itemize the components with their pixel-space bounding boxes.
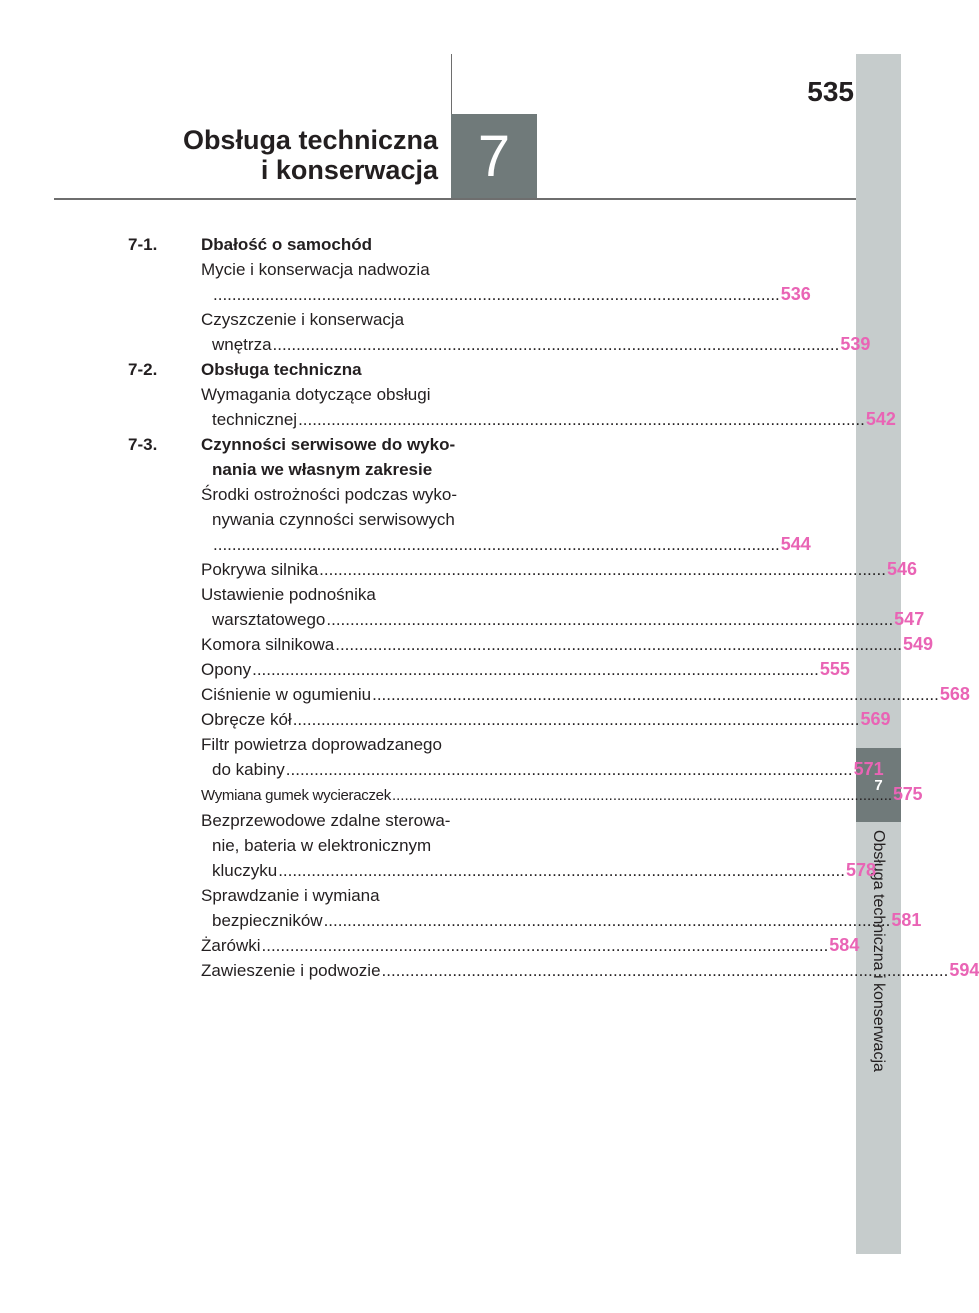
dot-leader xyxy=(286,760,853,779)
toc-entry-leader-text: Ciśnienie w ogumieniu xyxy=(201,685,372,704)
toc-entry[interactable] xyxy=(201,883,922,933)
chapter-title-line-2: i konserwacja xyxy=(260,155,438,185)
toc-entry-line: Sprawdzanie i wymiana xyxy=(201,886,380,905)
toc-page-link[interactable]: 571 xyxy=(853,759,884,779)
toc-entry-leader-text: Opony xyxy=(201,660,252,679)
header-divider-vertical xyxy=(451,54,452,114)
toc-section-title-line: Dbałość o samochód xyxy=(201,235,372,254)
header-divider-horizontal xyxy=(54,198,856,200)
toc-entry-leader-text: do kabiny xyxy=(212,760,285,779)
dot-leader xyxy=(392,787,892,804)
toc-entry[interactable] xyxy=(201,557,917,582)
toc-entry-line: Czyszczenie i konserwacja xyxy=(201,310,405,329)
toc-page-link[interactable]: 581 xyxy=(891,910,922,930)
toc-entry[interactable] xyxy=(201,582,925,632)
toc-entry[interactable] xyxy=(201,707,891,732)
page-number: 535 xyxy=(807,76,854,107)
toc-entry[interactable] xyxy=(201,933,860,958)
toc-page-link[interactable]: 555 xyxy=(819,659,850,679)
toc-page-link[interactable]: 549 xyxy=(903,634,934,654)
dot-leader xyxy=(213,285,780,304)
toc-entry-leader-line xyxy=(201,782,923,808)
toc-entry-line: Filtr powietrza doprowadzanego xyxy=(201,735,442,754)
dot-leader xyxy=(372,685,939,704)
dot-leader xyxy=(319,560,886,579)
toc-entry-leader-line xyxy=(201,707,891,732)
toc-entry-leader-text: Żarówki xyxy=(201,936,261,955)
toc-entry-leader-line xyxy=(201,682,970,707)
toc-page-link[interactable]: 594 xyxy=(949,960,979,980)
toc-entry-leader-text: warsztatowego xyxy=(212,610,326,629)
toc-entry-leader-line xyxy=(201,282,811,307)
toc-entry-leader-text: bezpieczników xyxy=(212,911,323,930)
toc-entry-line: Bezprzewodowe zdalne sterowa- xyxy=(201,811,451,830)
toc-entry-leader-text: technicznej xyxy=(212,410,298,429)
toc-page-link[interactable]: 539 xyxy=(840,334,871,354)
toc-entry-leader-text: Wymiana gumek wycieraczek xyxy=(201,787,391,804)
toc-entry[interactable] xyxy=(201,958,979,983)
toc-entry-leader-text: wnętrza xyxy=(212,335,272,354)
toc-page-link[interactable]: 584 xyxy=(829,935,860,955)
toc-page-link[interactable]: 544 xyxy=(780,534,811,554)
toc-section-heading xyxy=(128,432,478,482)
dot-leader xyxy=(252,660,819,679)
toc-entry-line: nie, bateria w elektronicznym xyxy=(212,836,432,855)
toc-section-heading xyxy=(128,232,478,257)
chapter-number-box: 7 xyxy=(451,114,537,198)
dot-leader xyxy=(213,535,780,554)
toc-page-link[interactable]: 578 xyxy=(845,860,877,880)
toc-section-number: 7-3. xyxy=(128,435,158,454)
toc-entry[interactable] xyxy=(201,257,811,307)
toc-entry[interactable] xyxy=(201,682,970,707)
toc-entry-leader-text: Zawieszenie i podwozie xyxy=(201,961,381,980)
toc-page-link[interactable]: 568 xyxy=(939,684,970,704)
dot-leader xyxy=(278,861,845,880)
toc-entry-leader-line xyxy=(201,557,917,582)
toc-entry[interactable] xyxy=(201,657,850,682)
toc-entry[interactable] xyxy=(201,382,896,432)
toc-entry[interactable] xyxy=(201,782,923,808)
toc-entry[interactable] xyxy=(201,482,811,557)
dot-leader xyxy=(293,710,860,729)
toc-entry-line: Mycie i konserwacja nadwozia xyxy=(201,260,430,279)
toc-section-title xyxy=(201,432,478,482)
toc-section-title xyxy=(201,357,478,382)
toc-entry-leader-line xyxy=(201,632,934,657)
toc-section-title-line: Obsługa techniczna xyxy=(201,360,362,379)
toc-entry-leader-text: Pokrywa silnika xyxy=(201,560,319,579)
toc-page-link[interactable]: 569 xyxy=(860,709,891,729)
toc-entry-leader-line xyxy=(201,532,811,557)
toc-entry-leader-line xyxy=(201,657,850,682)
toc-section-number: 7-1. xyxy=(128,235,158,254)
toc-entry[interactable] xyxy=(201,632,934,657)
toc-section-number: 7-2. xyxy=(128,360,158,379)
toc-page-link[interactable]: 536 xyxy=(780,284,811,304)
toc-section-title-line: nania we własnym zakresie xyxy=(212,460,433,479)
toc-entry-line: Ustawienie podnośnika xyxy=(201,585,376,604)
toc-page-link[interactable]: 547 xyxy=(894,609,925,629)
toc-entry[interactable] xyxy=(201,732,884,782)
toc-page-link[interactable]: 546 xyxy=(886,559,917,579)
dot-leader xyxy=(335,635,902,654)
toc-entry-leader-line xyxy=(201,607,925,632)
toc-entry-leader-line xyxy=(201,407,896,432)
toc-section-heading xyxy=(128,357,478,382)
sidebar-chapter-tab[interactable]: 7 xyxy=(856,748,901,822)
toc-entry-line: Środki ostrożności podczas wyko- xyxy=(201,485,458,504)
dot-leader xyxy=(262,936,829,955)
toc-entry-line: nywania czynności serwisowych xyxy=(212,510,455,529)
toc-entry-leader-line xyxy=(201,958,979,983)
toc-entry-leader-text: kluczyku xyxy=(212,861,278,880)
toc-entry-leader-line xyxy=(201,332,871,357)
dot-leader xyxy=(382,961,949,980)
toc-entry-line: Wymagania dotyczące obsługi xyxy=(201,385,431,404)
chapter-title xyxy=(183,125,438,185)
toc-entry-leader-text: Obręcze kół xyxy=(201,710,292,729)
toc-section-title-line: Czynności serwisowe do wyko- xyxy=(201,435,456,454)
dot-leader xyxy=(324,911,891,930)
dot-leader xyxy=(298,410,865,429)
chapter-title-line-1: Obsługa techniczna xyxy=(182,125,438,155)
toc-entry[interactable] xyxy=(201,808,877,883)
toc-page-link[interactable]: 575 xyxy=(893,784,923,804)
toc-entry[interactable] xyxy=(201,307,871,357)
toc-entry-leader-line xyxy=(201,858,877,883)
sidebar-label-text: Obsługa techniczna i konserwacja xyxy=(870,830,887,1072)
toc-entry-leader-text: Komora silnikowa xyxy=(201,635,335,654)
dot-leader xyxy=(326,610,893,629)
dot-leader xyxy=(273,335,840,354)
toc-section-title xyxy=(201,232,478,257)
toc-entry-leader-line xyxy=(201,933,860,958)
toc-entry-leader-line xyxy=(201,757,884,782)
toc-page-link[interactable]: 542 xyxy=(865,409,896,429)
toc-entry-leader-line xyxy=(201,908,922,933)
